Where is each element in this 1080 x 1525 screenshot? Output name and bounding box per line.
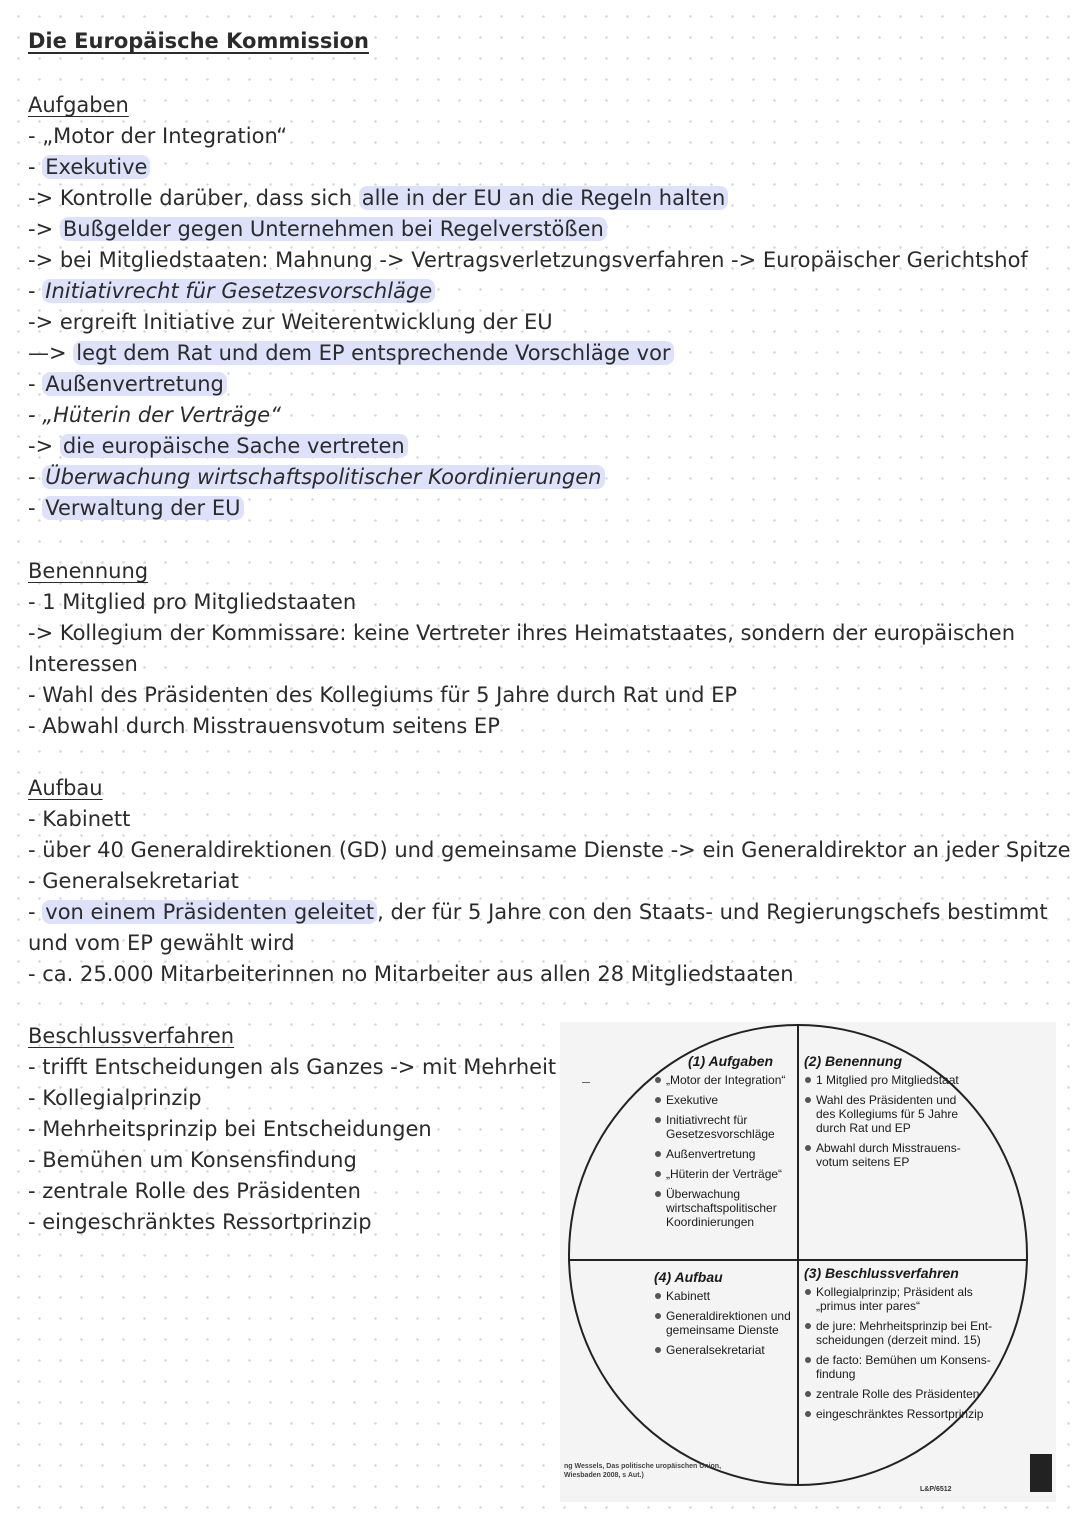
quadrant-item: „Motor der Integration“ <box>654 1073 794 1087</box>
diagram-corner-mark <box>1030 1454 1052 1492</box>
section-heading-aufgaben: Aufgaben <box>28 93 129 117</box>
aufbau-line: - Kabinett <box>28 807 131 831</box>
highlight: von einem Präsidenten geleitet <box>42 900 377 924</box>
quadrant-item: „Hüterin der Verträge“ <box>654 1167 794 1181</box>
quadrant-aufbau <box>654 1268 796 1363</box>
aufgaben-line: - Initiativrecht für Gesetzesvorschläge <box>28 276 435 307</box>
quadrant-item: Exekutive <box>654 1093 794 1107</box>
quadrant-item: Überwachung wirtschaftspolitischer Koordinierungen <box>654 1187 794 1229</box>
beschluss-line: - Bemühen um Konsensfindung <box>28 1148 357 1172</box>
quadrant-item: 1 Mitglied pro Mitgliedstaat <box>804 1073 964 1087</box>
quadrant-item: Wahl des Präsidenten und des Kollegiums für 5 Jahre durch Rat und EP <box>804 1093 964 1135</box>
beschluss-line: - Mehrheitsprinzip bei Entscheidungen <box>28 1117 432 1141</box>
quadrant-title: (2) Benennung <box>804 1053 902 1069</box>
diagram-divider-vertical <box>797 1024 799 1486</box>
highlight: Bußgelder gegen Unternehmen bei Regelverstößen <box>60 217 607 241</box>
quadrant-benennung <box>804 1052 964 1175</box>
aufgaben-line: -> Bußgelder gegen Unternehmen bei Regelverstößen <box>28 214 607 245</box>
section-heading-aufbau: Aufbau <box>28 776 103 800</box>
highlight: Überwachung wirtschaftspolitischer Koordinierungen <box>42 465 604 489</box>
aufbau-line: und vom EP gewählt wird <box>28 931 295 955</box>
highlight: Initiativrecht für Gesetzesvorschläge <box>42 279 435 303</box>
quadrant-aufgaben <box>654 1052 794 1235</box>
aufgaben-line: - Überwachung wirtschaftspolitischer Koordinierungen <box>28 462 605 493</box>
page-title: Die Europäische Kommission <box>28 29 369 53</box>
beschluss-line: - Kollegialprinzip <box>28 1086 202 1110</box>
benennung-line: Interessen <box>28 652 138 676</box>
benennung-line: -> Kollegium der Kommissare: keine Vertreter ihres Heimatstaates, sondern der europäischen <box>28 621 1016 645</box>
quadrant-item: zentrale Rolle des Präsidenten <box>804 1387 1000 1401</box>
quadrant-title: (1) Aufgaben <box>688 1053 774 1069</box>
quadrant-item: Initiativrecht für Gesetzesvorschläge <box>654 1113 794 1141</box>
aufgaben-line: - „Hüterin der Verträge“ <box>28 403 281 427</box>
benennung-line: - Wahl des Präsidenten des Kollegiums für 5 Jahre durch Rat und EP <box>28 683 738 707</box>
aufgaben-line: -> die europäische Sache vertreten <box>28 431 408 462</box>
quadrant-item: Generalsekretariat <box>654 1343 796 1357</box>
diagram-divider-horizontal <box>568 1259 1028 1261</box>
benennung-line: - Abwahl durch Misstrauensvotum seitens EP <box>28 714 500 738</box>
diagram-mark <box>582 1082 590 1083</box>
benennung-line: - 1 Mitglied pro Mitgliedstaaten <box>28 590 357 614</box>
aufgaben-line: - „Motor der Integration“ <box>28 124 288 148</box>
aufbau-line: - über 40 Generaldirektionen (GD) und gemeinsame Dienste -> ein Generaldirektor an jeder Spitze <box>28 838 1071 862</box>
quadrant-item: Außenvertretung <box>654 1147 794 1161</box>
highlight: die europäische Sache vertreten <box>60 434 408 458</box>
aufgaben-line: —> legt dem Rat und dem EP entsprechende Vorschläge vor <box>28 338 674 369</box>
quadrant-item: de facto: Bemühen um Konsens-findung <box>804 1353 1000 1381</box>
diagram-source: ng Wessels, Das politische uropäischen Union, Wiesbaden 2008, s Aut.) <box>564 1463 722 1479</box>
quadrant-beschlussverfahren <box>804 1264 1000 1427</box>
highlight: Exekutive <box>42 155 150 179</box>
quadrant-item: de jure: Mehrheitsprinzip bei Ent-scheidungen (derzeit mind. 15) <box>804 1319 1000 1347</box>
aufbau-line: - Generalsekretariat <box>28 869 239 893</box>
highlight: alle in der EU an die Regeln halten <box>359 186 729 210</box>
highlight: legt dem Rat und dem EP entsprechende Vorschläge vor <box>73 341 673 365</box>
beschluss-line: - eingeschränktes Ressortprinzip <box>28 1210 372 1234</box>
quadrant-item: Generaldirektionen und gemeinsame Dienste <box>654 1309 796 1337</box>
aufgaben-line: - Außenvertretung <box>28 369 227 400</box>
quadrant-item: eingeschränktes Ressortprinzip <box>804 1407 1000 1421</box>
aufbau-line: - von einem Präsidenten geleitet , der für 5 Jahre con den Staats- und Regierungschefs bestimmt <box>28 900 1048 924</box>
aufgaben-line: -> bei Mitgliedstaaten: Mahnung -> Vertragsverletzungsverfahren -> Europäischer Gerichtshof <box>28 248 1028 272</box>
diagram-code: L&P/6512 <box>920 1486 952 1493</box>
aufgaben-line: - Exekutive <box>28 152 150 183</box>
beschluss-line: - zentrale Rolle des Präsidenten <box>28 1179 361 1203</box>
aufbau-line: - ca. 25.000 Mitarbeiterinnen no Mitarbeiter aus allen 28 Mitgliedstaaten <box>28 962 794 986</box>
quadrant-item: Abwahl durch Misstrauens-votum seitens EP <box>804 1141 964 1169</box>
highlight: Außenvertretung <box>42 372 227 396</box>
section-heading-benennung: Benennung <box>28 559 149 583</box>
quadrant-title: (3) Beschlussverfahren <box>804 1265 959 1281</box>
quadrant-title: (4) Aufbau <box>654 1269 723 1285</box>
aufgaben-line: -> ergreift Initiative zur Weiterentwicklung der EU <box>28 310 553 334</box>
aufgaben-line: - Verwaltung der EU <box>28 493 244 524</box>
commission-diagram <box>560 1022 1056 1502</box>
highlight: Verwaltung der EU <box>42 496 243 520</box>
quadrant-item: Kollegialprinzip; Präsident als „primus inter pares“ <box>804 1285 1000 1313</box>
quadrant-item: Kabinett <box>654 1289 796 1303</box>
beschluss-line: - trifft Entscheidungen als Ganzes -> mit Mehrheit <box>28 1055 557 1079</box>
section-heading-beschlussverfahren: Beschlussverfahren <box>28 1024 235 1048</box>
aufgaben-line: -> Kontrolle darüber, dass sich alle in der EU an die Regeln halten <box>28 183 728 214</box>
